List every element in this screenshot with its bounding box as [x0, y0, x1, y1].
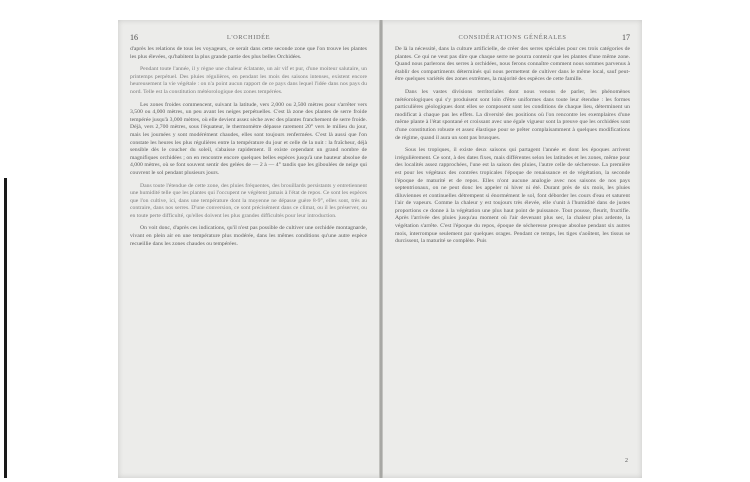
right-running-head-title: CONSIDÉRATIONS GÉNÉRALES — [458, 34, 567, 41]
left-paragraph-4: Dans toute l'étendue de cette zone, des pluies fréquentes, des brouillards persistants y entretiennent une humidité telle que les plantes qui l'occupent ne végètent jamais à l'état de repos. Ce sont les espèces que l'on cultive, ici, dans une température dont la moyenne ne dépasse guère 8-9°, elles sont, très au contraire, dans nos serres. D'une conversion, ce sont précisément dans ce climat, ou il les préserver, ou en toute perte difficulté, qu'elles doivent les plus grandes difficultés pour leur introduction. — [130, 182, 367, 219]
book-spread — [118, 20, 642, 478]
left-paragraph-2: Pendant toute l'année, il y règne une chaleur éclatante, un air vif et pur, d'une moiteur salutaire, un printemps perpétuel. Des pluies régulières, en pendant les mois des saisons intenses, existent encore heureusement la vie végétale : on n'a point aucun rapport de ce pays dans lequel l'idée dans nos pays du nord. Telle est la constitution météorologique des zones tempérées. — [130, 66, 367, 95]
scan-edge-bar — [4, 178, 7, 478]
left-running-head — [130, 34, 367, 46]
left-paragraph-1: d'après les relations de tous les voyageurs, ce serait dans cette seconde zone que l'on trouve les plantes les plus élevées, qu'habitent la plus grande partie des plus belles Orchidées. — [130, 46, 367, 60]
signature-mark: 2 — [625, 458, 628, 464]
left-page — [118, 20, 379, 478]
right-paragraph-2: Dans les vastes divisions territoriales dont nous venons de parler, les phénomènes météorologiques qui s'y produisent sont loin d'être uniformes dans toute leur étendue : les formes particulières géologiques dont elles se composent sont les conditions de chaque lieu, déterminent un modificat à chaque pas les effets. La diversité des positions où l'on rencontre les exemplaires d'une même plante à l'état spontané et croissant avec une égale vigueur sont la preuve que les orchidées sont d'une constitution robuste et assez élastique pour se prêter complaisamment à quelques modifications de régime, quand il aura un sont pas brusques. — [395, 88, 630, 141]
left-page-number: 16 — [130, 33, 138, 42]
left-running-head-title: L'ORCHIDÉE — [226, 34, 271, 41]
right-page-number: 17 — [622, 33, 630, 42]
right-page — [383, 20, 642, 478]
left-paragraph-5: On voit donc, d'après ces indications, qu'il n'est pas possible de cultiver une orchidée montagnarde, vivant en plein air en une température plus modérée, dans les mêmes conditions qu'une autre espèce recueillie dans les zones chaudes ou tempérées. — [130, 225, 367, 247]
right-running-head — [395, 34, 630, 46]
left-paragraph-3: Les zones froides commencent, suivant la latitude, vers 2,000 ou 2,500 mètres pour s'arrêter vers 3,500 ou 4,000 mètres, un peu avant les neiges perpétuelles. C'est là zone des plantes de serre froide tempérée jusqu'à 3,000 mètres, où elle devient assez sèche avec des plantes franchement de serre froide. Déjà, vers 2,700 mètres, sous l'équateur, le thermomètre dépasse rarement 20° vers le milieu du jour, mais les journées y sont modérément chaudes, elles sont toujours renfermées. C'est là aussi que l'on constate les heures les plus régulières entre la température du jour et celle de la nuit : la fraîcheur, déjà sensible dès le coucher du soleil, s'abaisse rapidement. Il existe cependant un grand nombre de magnifiques orchidées ; on en rencontre encore quelques belles espèces jusqu'à une hauteur absolue de 4,000 mètres, où se font souvent sentir des gelées de — 2 à — 4° tandis que les giboulées de neige qui couvrent le sol pendant plusieurs jours. — [130, 101, 367, 176]
right-paragraph-3: Sous les tropiques, il existe deux saisons qui partagent l'année et dont les époques arrivent irrégulièrement. Ce sont, à des dates fixes, mais différentes selon les latitudes et les zones, même pour des localités assez rapprochées, l'une est la saison des pluies, l'autre celle de sécheresse. La première est pour les végétaux des contrées tropicales l'époque de renaissance et de végétation, la seconde l'époque de maturité et de repos. Elles n'ont aucune analogie avec nos saisons de nos pays septentrionaux, on ne peut donc les appeler ni hiver ni été. Durant près de six mois, les pluies diluviennes et continuelles détrempent si énormément le sol, font déborder les cours d'eau et saturent l'air de vapeurs. Comme la chaleur y est toujours très élevée, elle s'unit à l'humidité dans de justes proportions ce donne à la végétation une plus haut point de puissance. Tout pousse, fleurit, fructifie. Après l'arrivée des pluies jusqu'au moment où l'air devenant plus sec, la chaleur plus ardente, la végétation s'arrête. C'est l'époque du repos, époque de sécheresse presque absolue pendant six autres mois, interrompue seulement par quelques orages. Pendant ce temps, les tiges s'aoûtent, les tissus se durcissent, la maturité se complète. Puis — [395, 147, 630, 245]
right-paragraph-1: De là la nécessité, dans la culture artificielle, de créer des serres spéciales pour ces trois catégories de plantes. Ce qui ne veut pas dire que chaque serre ne pourra contenir que les plantes d'une même zone. Quand nous parlerons des serres à orchidées, nous ferons connaître comment nous sommes parvenus à établir des compartiments déterminés qui nous permettent de cultiver dans le même local, sauf peut-être quelques variétés des zones extrêmes, la majorité des espèces de cette famille. — [395, 46, 630, 83]
